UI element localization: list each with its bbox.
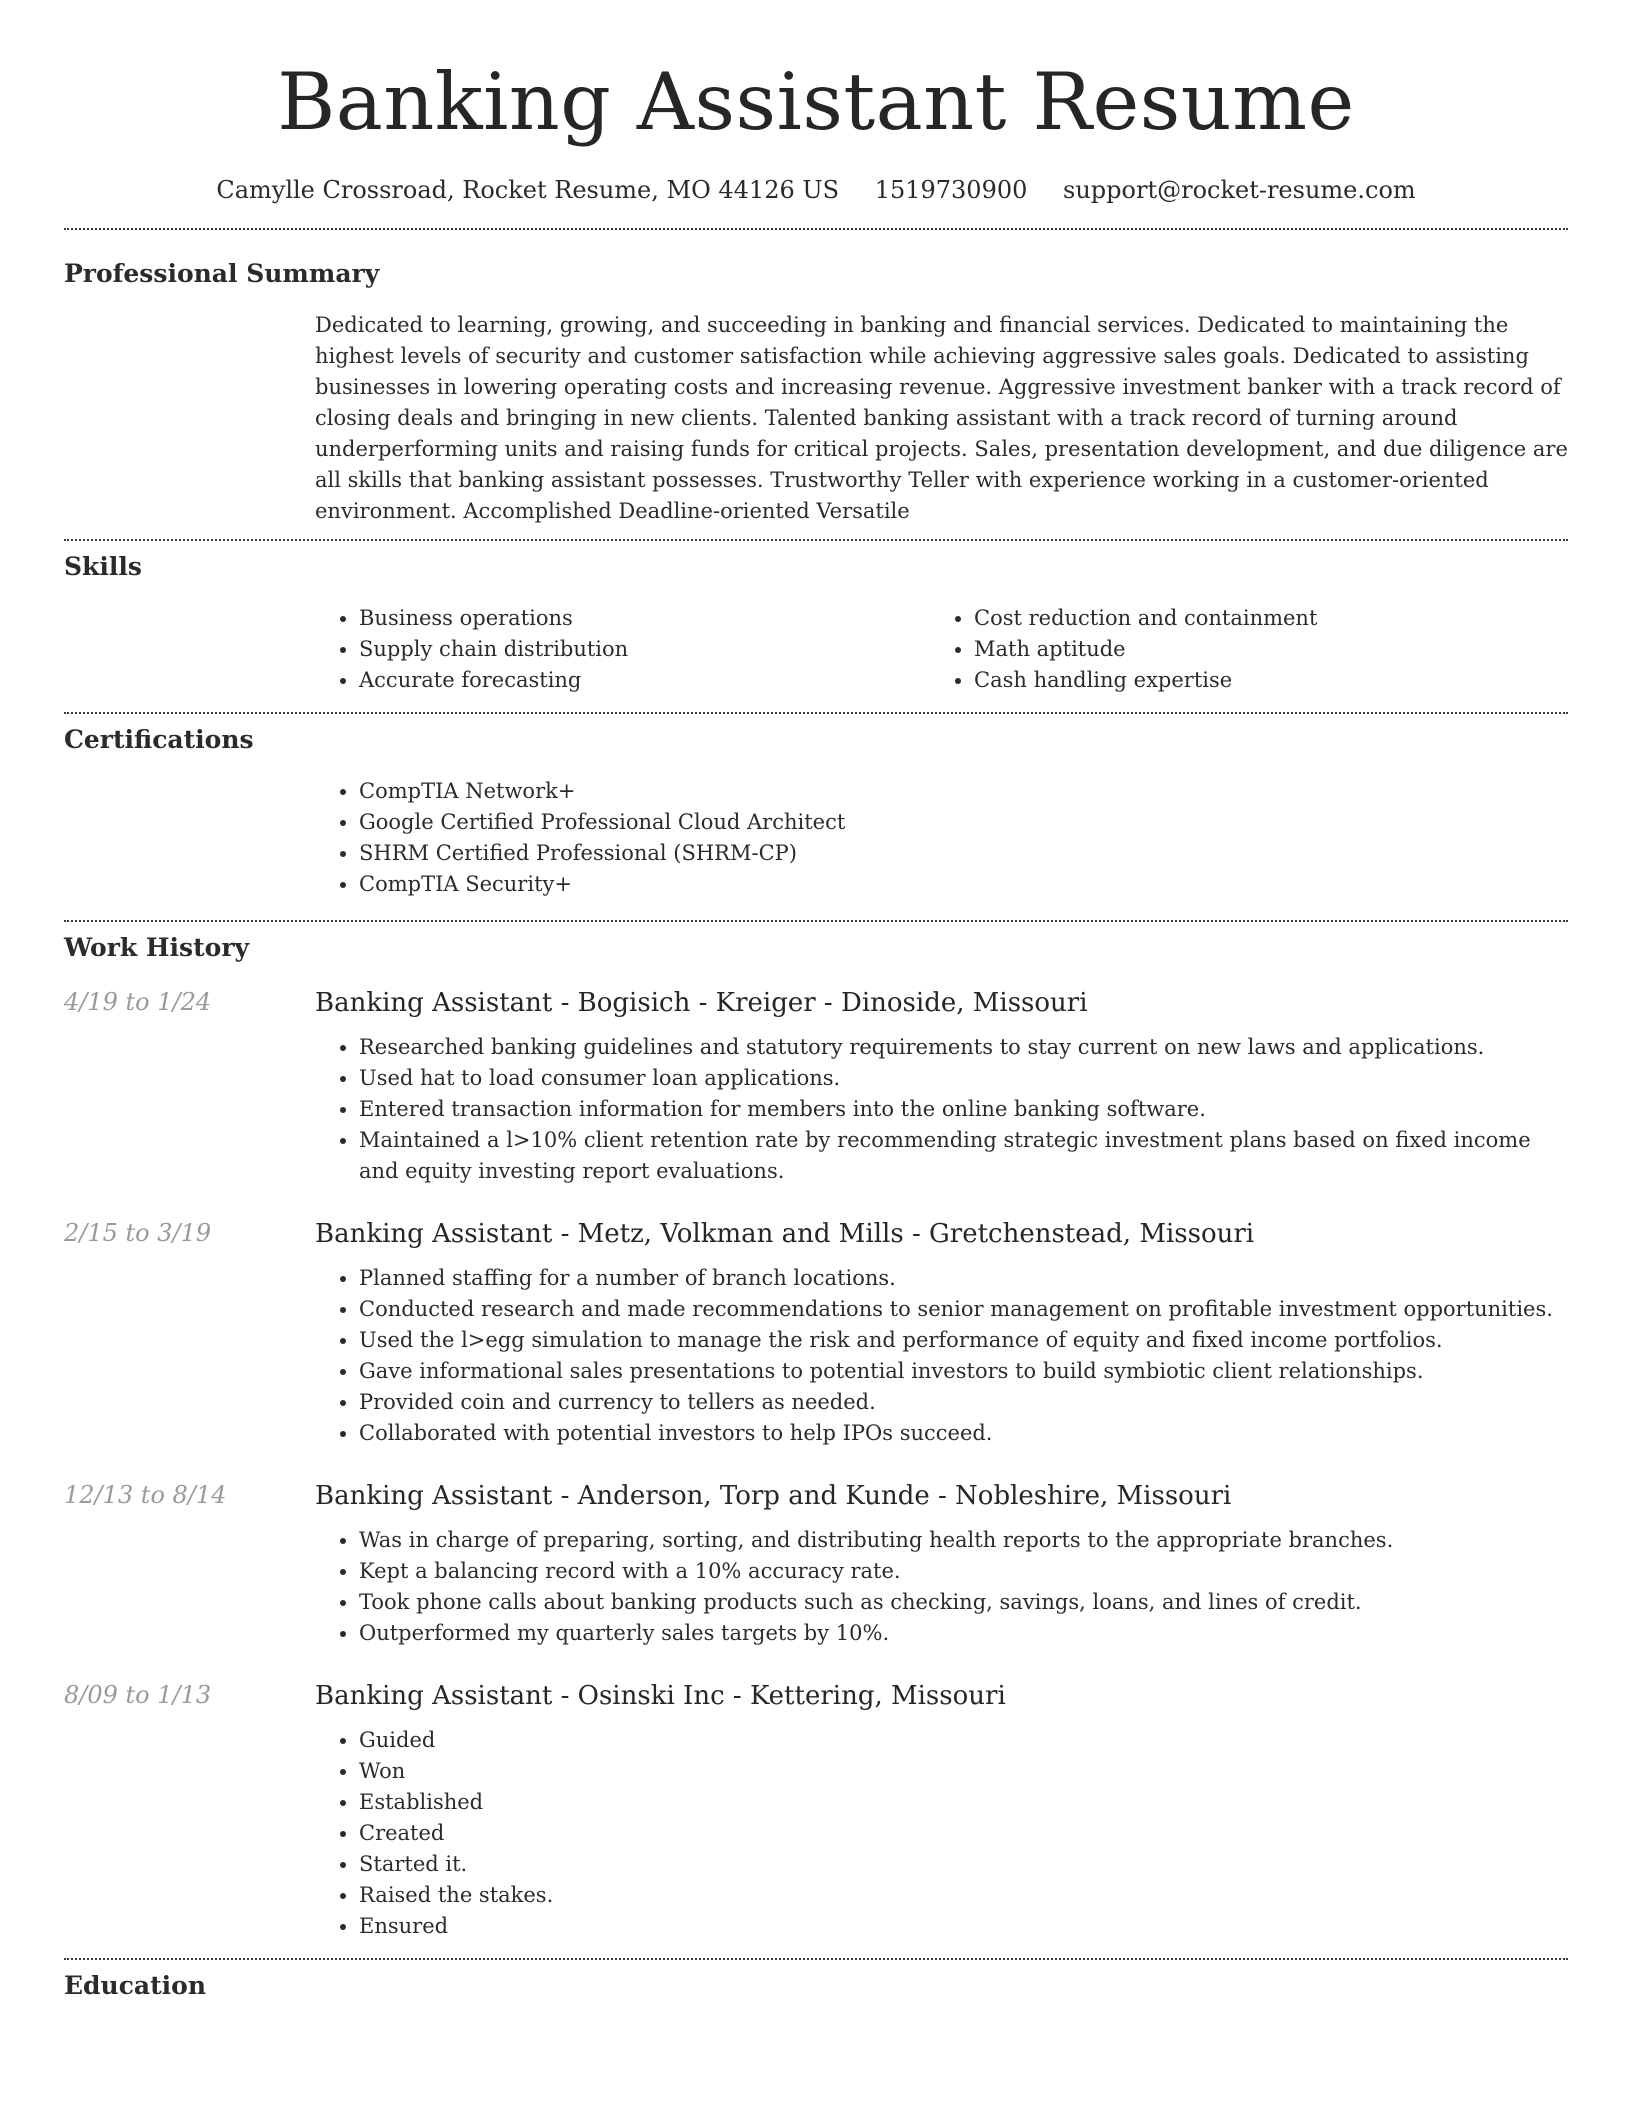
job-bullet: • Collaborated with potential investors to help IPOs succeed.	[359, 1418, 1568, 1449]
job-bullets	[315, 1725, 1568, 1942]
job-bullet: • Kept a balancing record with a 10% accuracy rate.	[359, 1556, 1568, 1587]
job-bullets	[315, 1263, 1568, 1449]
skills-list-right	[930, 603, 1545, 696]
job-bullet: • Entered transaction information for members into the online banking software.	[359, 1094, 1568, 1125]
job-bullets	[315, 1032, 1568, 1187]
job-entry	[64, 1679, 1568, 1942]
skill-item: • Supply chain distribution	[359, 634, 930, 665]
job-body	[315, 1217, 1568, 1449]
summary-text: Dedicated to learning, growing, and succeeding in banking and financial services. Dedicated to maintaining the highest levels of security and customer satisfaction while achieving aggressive sales goals. Dedicated to assisting businesses in lowering operating costs and increasing revenue. Aggressive investment banker with a track record of closing deals and bringing in new clients. Talented banking assistant with a track record of turning around underperforming units and raising funds for critical projects. Sales, presentation development, and due diligence are all skills that banking assistant possesses. Trustworthy Teller with experience working in a customer-oriented environment. Accomplished Deadline-oriented Versatile	[315, 313, 1568, 523]
job-entry	[64, 986, 1568, 1187]
job-bullet: • Took phone calls about banking products such as checking, savings, loans, and lines of credit.	[359, 1587, 1568, 1618]
job-bullets	[315, 1525, 1568, 1649]
job-bullet: • Created	[359, 1818, 1568, 1849]
skill-item: • Accurate forecasting	[359, 665, 930, 696]
job-date: 2/15 to 3/19	[64, 1219, 212, 1247]
summary-section	[64, 230, 1568, 527]
job-entry	[64, 1217, 1568, 1449]
skill-item: • Business operations	[359, 603, 930, 634]
job-date: 12/13 to 8/14	[64, 1481, 227, 1509]
section-title-education: Education	[64, 1971, 207, 2000]
job-bullet: • Raised the stakes.	[359, 1880, 1568, 1911]
summary-content	[315, 310, 1568, 527]
job-title: Banking Assistant - Osinski Inc - Kettering, Missouri	[315, 1681, 1006, 1711]
certification-item: • CompTIA Security+	[359, 869, 1568, 900]
work-section	[64, 922, 1568, 1942]
contact-phone: 1519730900	[874, 176, 1028, 204]
skills-list-left	[315, 603, 930, 696]
section-title-certifications: Certifications	[64, 725, 254, 754]
job-body	[315, 1479, 1568, 1649]
job-bullet: • Guided	[359, 1725, 1568, 1756]
job-bullet: • Planned staffing for a number of branch locations.	[359, 1263, 1568, 1294]
job-bullet: • Won	[359, 1756, 1568, 1787]
certifications-content	[315, 776, 1568, 900]
job-bullet: • Established	[359, 1787, 1568, 1818]
section-title-work: Work History	[64, 933, 250, 962]
job-bullet: • Provided coin and currency to tellers as needed.	[359, 1387, 1568, 1418]
job-date: 4/19 to 1/24	[64, 988, 212, 1016]
contact-address: Camylle Crossroad, Rocket Resume, MO 44126 US	[216, 176, 840, 204]
job-bullet: • Researched banking guidelines and statutory requirements to stay current on new laws and applications.	[359, 1032, 1568, 1063]
education-section	[64, 1960, 1568, 2002]
job-title: Banking Assistant - Metz, Volkman and Mills - Gretchenstead, Missouri	[315, 1219, 1255, 1249]
job-date: 8/09 to 1/13	[64, 1681, 212, 1709]
contact-line	[64, 174, 1568, 206]
job-title: Banking Assistant - Anderson, Torp and Kunde - Nobleshire, Missouri	[315, 1481, 1232, 1511]
section-title-skills: Skills	[64, 552, 142, 581]
job-bullet: • Maintained a l>10% client retention rate by recommending strategic investment plans based on fixed income and equity investing report evaluations.	[359, 1125, 1568, 1187]
job-bullet: • Gave informational sales presentations to potential investors to build symbiotic client relationships.	[359, 1356, 1568, 1387]
job-body	[315, 986, 1568, 1187]
job-entry	[64, 1479, 1568, 1649]
job-bullet: • Used hat to load consumer loan applications.	[359, 1063, 1568, 1094]
job-title: Banking Assistant - Bogisich - Kreiger - Dinoside, Missouri	[315, 988, 1088, 1018]
skill-item: • Cash handling expertise	[974, 665, 1545, 696]
job-bullet: • Outperformed my quarterly sales targets by 10%.	[359, 1618, 1568, 1649]
job-bullet: • Used the l>egg simulation to manage the risk and performance of equity and fixed income portfolios.	[359, 1325, 1568, 1356]
certification-item: • Google Certified Professional Cloud Architect	[359, 807, 1568, 838]
job-bullet: • Conducted research and made recommendations to senior management on profitable investment opportunities.	[359, 1294, 1568, 1325]
resume-title: Banking Assistant Resume	[277, 56, 1355, 148]
job-body	[315, 1679, 1568, 1942]
certifications-list	[315, 776, 1568, 900]
skills-grid	[315, 603, 1568, 696]
certification-item: • SHRM Certified Professional (SHRM-CP)	[359, 838, 1568, 869]
job-bullet: • Was in charge of preparing, sorting, and distributing health reports to the appropriate branches.	[359, 1525, 1568, 1556]
skill-item: • Cost reduction and containment	[974, 603, 1545, 634]
job-bullet: • Started it.	[359, 1849, 1568, 1880]
certification-item: • CompTIA Network+	[359, 776, 1568, 807]
job-bullet: • Ensured	[359, 1911, 1568, 1942]
certifications-section	[64, 714, 1568, 900]
section-title-summary: Professional Summary	[64, 259, 380, 288]
contact-email: support@rocket-resume.com	[1063, 176, 1416, 204]
resume-page	[64, 0, 1568, 2002]
skill-item: • Math aptitude	[974, 634, 1545, 665]
skills-section	[64, 541, 1568, 696]
